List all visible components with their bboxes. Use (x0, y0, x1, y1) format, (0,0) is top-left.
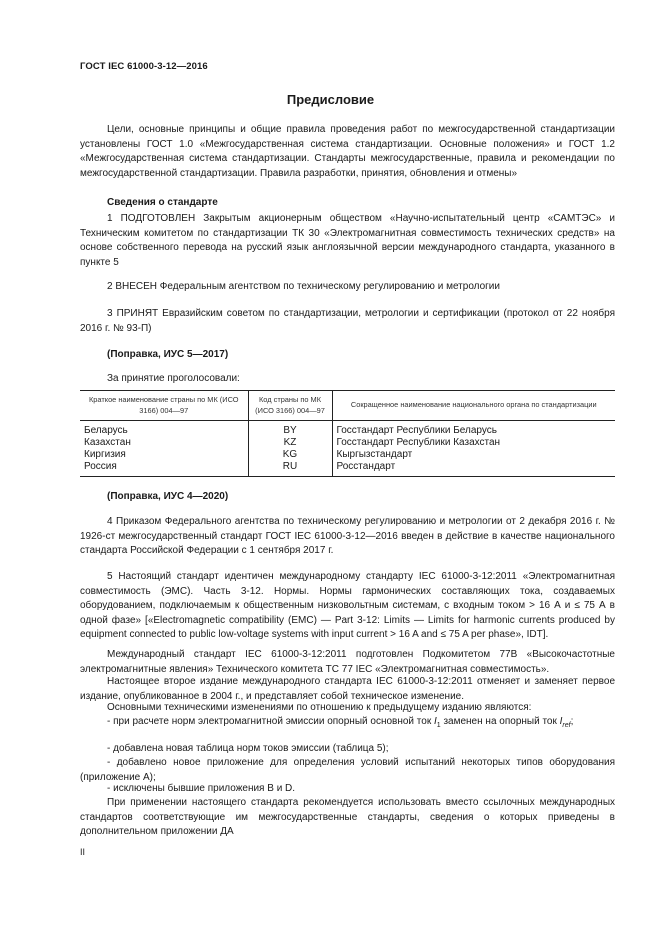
change-item-4: - исключены бывшие приложения B и D. (107, 783, 296, 794)
item-5-paragraph: 5 Настоящий стандарт идентичен международному стандарту IEC 61000-3-12:2011 «Электромагнитная совместимость (ЭМС). Часть 3-12. Нормы. Нормы гармонических составляющих тока, создаваемых оборудованием, подключаемым к общественным низковольтным системам, с входным током > 16 А и ≤ 75 А в одной фазе» [«Electromagnetic compatibility (EMC) — Part 3-12: Limits — Limits for harmonic currents produced by equipment connected to public low-voltage systems with input current > 16 A and ≤ 75 A per phase», IDT]. (80, 571, 615, 641)
voted-label: За принятие проголосовали: (107, 373, 240, 384)
table-row (80, 421, 615, 438)
table-header-row (80, 391, 615, 421)
change-1-text-start: - при расчете норм электромагнитной эмиссии опорный основной ток (107, 716, 434, 727)
item-4-paragraph: 4 Приказом Федерального агентства по техническому регулированию и метрологии от 2 декабря 2016 г. № 1926-ст межгосударственный стандарт ГОСТ IEC 61000-3-12—2016 введен в действие в качестве национального стандарта Российской Федерации с 1 сентября 2017 г. (80, 516, 615, 557)
cell-body: Кыргызстандарт (332, 449, 615, 461)
symbol-subscript-ref: ref (562, 722, 571, 729)
change-item-3: - добавлено новое приложение для определения условий испытаний некоторых типов оборудования (приложение А); (80, 757, 615, 783)
page-title: Предисловие (286, 92, 375, 107)
cell-country: Беларусь (84, 425, 128, 436)
running-header: ГОСТ IEC 61000-3-12—2016 (80, 61, 208, 72)
cell-country: Россия (80, 461, 248, 477)
final-paragraph: При применении настоящего стандарта рекомендуется использовать вместо ссылочных международных стандартов соответствующие им межгосударственные стандарты, сведения о которых приведены в дополнительном приложении ДА (80, 797, 615, 838)
cell-body: Госстандарт Республики Беларусь (332, 421, 615, 438)
edition-paragraph: Настоящее второе издание международного стандарта IEC 61000-3-12:2011 отменяет и заменяет первое издание, опубликованное в 2004 г., и представляет собой техническое изменение. (80, 676, 615, 702)
item-2-paragraph: 2 ВНЕСЕН Федеральным агентством по техническому регулированию и метрологии (107, 281, 500, 292)
header-code: Код страны по МК (ИСО 3166) 004—97 (248, 391, 332, 421)
cell-code: KZ (248, 437, 332, 449)
item-1-paragraph: 1 ПОДГОТОВЛЕН Закрытым акционерным обществом «Научно-испытательный центр «САМТЭС» и Техническим комитетом по стандартизации ТК 30 «Электромагнитная совместимость технических средств» на основе собственного перевода на русский язык англоязычной версии международного стандарта, указанного в пункте 5 (80, 213, 615, 268)
change-item-2: - добавлена новая таблица норм токов эмиссии (таблица 5); (107, 743, 389, 754)
symbol-current: I (433, 716, 437, 727)
intro-paragraph: Цели, основные принципы и общие правила проведения работ по межгосударственной стандартизации установлены ГОСТ 1.0 «Межгосударственная система стандартизации. Основные положения» и ГОСТ 1.2 «Межгосударственная система стандартизации. Стандарты межгосударственные, правила и рекомендации по межгосударственной стандартизации. Правила разработки, принятия, обновления и отмены» (80, 124, 615, 179)
change-1-text-end: ; (570, 716, 574, 727)
cell-code: RU (248, 461, 332, 477)
header-body: Сокращенное наименование национального органа по стандартизации (332, 391, 615, 421)
cell-body: Госстандарт Республики Казахстан (332, 437, 615, 449)
cell-code: BY (248, 421, 332, 438)
item-3-paragraph: 3 ПРИНЯТ Евразийским советом по стандартизации, метрологии и сертификации (протокол от 22 ноября 2016 г. № 93-П) (80, 308, 615, 334)
change-1-text-middle: заменен на опорный ток (440, 716, 560, 727)
cell-country: Казахстан (84, 437, 131, 448)
symbol-subscript-1: 1 (436, 722, 441, 729)
symbol-current-ref: I (559, 716, 563, 727)
cell-country: Киргизия (84, 449, 126, 460)
header-country: Краткое наименование страны по МК (ИСО 3166) 004—97 (80, 391, 248, 421)
table-row (80, 461, 615, 477)
change-item-1 (80, 715, 615, 734)
amendment-note-2: (Поправка, ИУС 4—2020) (107, 491, 229, 502)
table-row (80, 437, 615, 449)
section-title: Сведения о стандарте (107, 197, 218, 208)
cell-code: KG (248, 449, 332, 461)
amendment-note-1: (Поправка, ИУС 5—2017) (107, 349, 229, 360)
cell-body: Росстандарт (332, 461, 615, 477)
subcommittee-paragraph: Международный стандарт IEC 61000-3-12:2011 подготовлен Подкомитетом 77В «Высокочастотные электромагнитные явления» Технического комитета ТС 77 IEC «Электромагнитная совместимость». (80, 649, 615, 675)
changes-intro: Основными техническими изменениями по отношению к предыдущему изданию являются: (107, 702, 532, 713)
table-row (80, 449, 615, 461)
voting-table (80, 390, 615, 477)
page-number: II (80, 847, 86, 857)
